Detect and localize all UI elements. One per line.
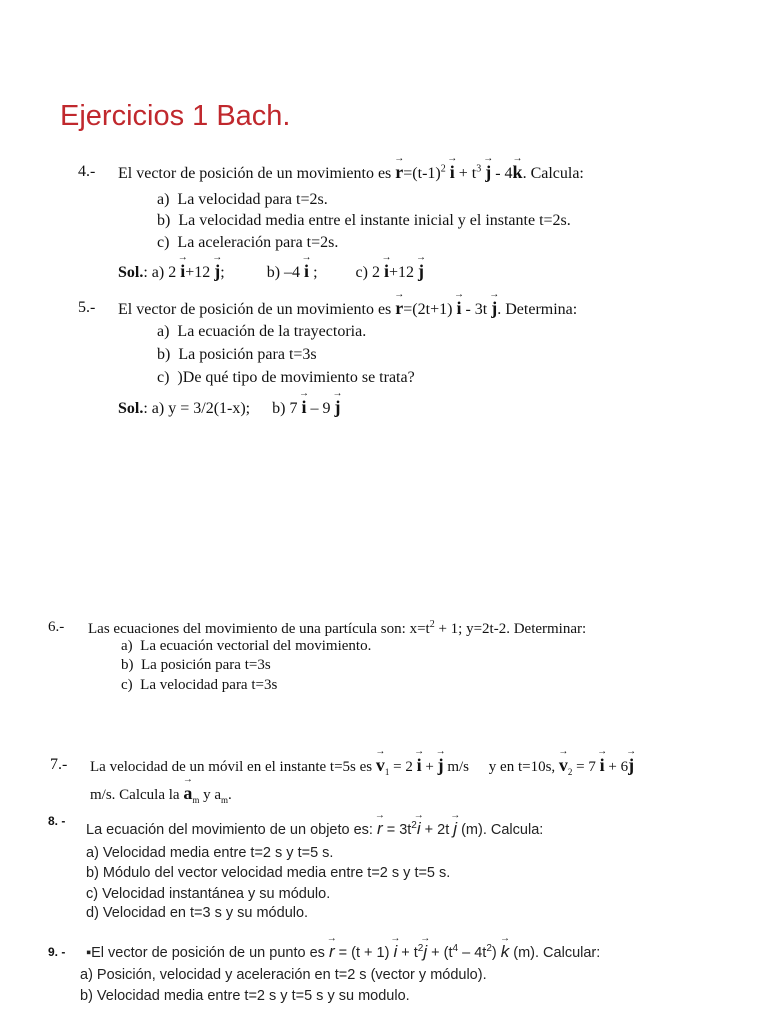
solution bbox=[118, 398, 340, 418]
item-a: a) La ecuación vectorial del movimiento. bbox=[121, 638, 372, 654]
exercise-number: 9. - bbox=[48, 945, 66, 959]
statement-text: La velocidad de un móvil en el instante t=5s es bbox=[90, 759, 376, 775]
vector-j: → j bbox=[334, 398, 340, 416]
vector-j: → j bbox=[485, 163, 491, 181]
exponent: 3 bbox=[476, 163, 482, 175]
solution bbox=[118, 262, 424, 282]
statement-text: . Calcula: bbox=[522, 165, 584, 182]
solution-text: b) 7 bbox=[272, 400, 298, 417]
statement-text: + 6 bbox=[604, 759, 629, 775]
vector-j: → j bbox=[418, 262, 424, 280]
item-a: a) Posición, velocidad y aceleración en t=2 s (vector y módulo). bbox=[80, 967, 487, 983]
solution-text: c) 2 bbox=[355, 264, 380, 281]
exercise-statement bbox=[118, 299, 577, 319]
item-a: a) La velocidad para t=2s. bbox=[157, 191, 328, 208]
statement-text: El vector de posición de un movimiento es bbox=[118, 301, 396, 318]
statement-text: = 7 bbox=[572, 759, 596, 775]
solution-text: ; bbox=[220, 264, 225, 281]
solution-label: Sol. bbox=[118, 400, 144, 417]
subscript: m bbox=[192, 795, 200, 805]
exercise-statement-line2 bbox=[90, 784, 232, 805]
subscript: 2 bbox=[567, 767, 573, 777]
statement-text: + 1; y=2t-2. Determinar: bbox=[434, 621, 587, 637]
vector-i: → i bbox=[180, 262, 185, 280]
statement-text: = 2 bbox=[389, 759, 413, 775]
statement-text: + t bbox=[397, 945, 418, 961]
exercise-number: 4.- bbox=[78, 163, 96, 180]
solution-text: : a) 2 bbox=[143, 264, 177, 281]
exponent: 2 bbox=[429, 619, 435, 630]
exercise-statement bbox=[88, 619, 586, 638]
vector-r: → r bbox=[395, 163, 403, 181]
statement-text: (m). Calcula: bbox=[457, 822, 544, 838]
item-d: d) Velocidad en t=3 s y su módulo. bbox=[86, 905, 309, 921]
vector-a: → a bbox=[183, 784, 192, 802]
statement-text: =(t-1) bbox=[403, 165, 441, 182]
vector-v: → v bbox=[376, 756, 385, 774]
vector-i: → i bbox=[301, 398, 306, 416]
vector-j: → j bbox=[628, 756, 634, 774]
statement-text: . bbox=[228, 787, 232, 803]
statement-text: = (t + 1) bbox=[334, 945, 394, 961]
vector-r: → r bbox=[395, 299, 403, 317]
vector-i: → i bbox=[450, 163, 455, 181]
exponent: 4 bbox=[452, 943, 459, 955]
statement-text: + bbox=[421, 759, 438, 775]
vector-i: → i bbox=[417, 820, 421, 837]
item-c: c) La aceleración para t=2s. bbox=[157, 234, 339, 251]
vector-j: → j bbox=[423, 943, 427, 960]
vector-i: → i bbox=[393, 943, 397, 960]
item-b: b) La posición para t=3s bbox=[121, 657, 271, 673]
statement-text: - 3t bbox=[461, 301, 488, 318]
exponent: 2 bbox=[417, 943, 424, 955]
vector-k: → k bbox=[501, 943, 510, 960]
vector-j: → j bbox=[438, 756, 444, 774]
subscript: m bbox=[221, 795, 229, 805]
statement-text: – 4t bbox=[458, 945, 487, 961]
vector-i: → i bbox=[384, 262, 389, 280]
exercise-number: 7.- bbox=[50, 756, 68, 773]
vector-i: → i bbox=[600, 756, 605, 774]
vector-r: → r bbox=[377, 820, 383, 837]
statement-text: (m). Calcular: bbox=[509, 945, 601, 961]
item-a: a) La ecuación de la trayectoria. bbox=[157, 323, 367, 340]
vector-j: → j bbox=[491, 299, 497, 317]
statement-text: ▪El vector de posición de un punto es bbox=[86, 945, 329, 961]
exercise-statement bbox=[90, 756, 634, 777]
statement-text: =(2t+1) bbox=[403, 301, 453, 318]
page-title: Ejercicios 1 Bach. bbox=[60, 100, 291, 132]
solution-text: b) –4 bbox=[266, 264, 301, 281]
statement-text: . Determina: bbox=[497, 301, 578, 318]
exercise-number: 6.- bbox=[48, 619, 65, 635]
solution-text: +12 bbox=[185, 264, 211, 281]
vector-j: → j bbox=[453, 820, 457, 837]
item-c: c) La velocidad para t=3s bbox=[121, 677, 278, 693]
exercise-statement bbox=[118, 163, 584, 183]
statement-text: = 3t bbox=[382, 822, 412, 838]
statement-text: y en t=10s, bbox=[488, 759, 559, 775]
statement-text: m/s bbox=[443, 759, 470, 775]
vector-i: → i bbox=[304, 262, 309, 280]
solution-text: +12 bbox=[388, 264, 414, 281]
statement-text: La ecuación del movimiento de un objeto es: bbox=[86, 822, 377, 838]
exponent: 2 bbox=[411, 820, 417, 832]
vector-i: → i bbox=[456, 299, 461, 317]
exercise-number: 5.- bbox=[78, 299, 96, 316]
vector-r: → r bbox=[329, 943, 335, 960]
solution-text: : a) y = 3/2(1-x); bbox=[143, 400, 251, 417]
statement-text: + (t bbox=[427, 945, 453, 961]
exponent: 2 bbox=[486, 943, 492, 955]
exercise-number: 8. - bbox=[48, 814, 66, 828]
subscript: 1 bbox=[384, 767, 390, 777]
solution-label: Sol. bbox=[118, 264, 144, 281]
statement-text: ) bbox=[491, 945, 501, 961]
statement-text: El vector de posición de un movimiento es bbox=[118, 165, 396, 182]
statement-text: m/s. Calcula la bbox=[90, 787, 184, 803]
solution-text: – 9 bbox=[306, 400, 331, 417]
vector-v: → v bbox=[559, 756, 568, 774]
exponent: 2 bbox=[440, 163, 446, 175]
statement-text: y a bbox=[199, 787, 221, 803]
exercise-statement bbox=[86, 943, 600, 961]
vector-j: → j bbox=[214, 262, 220, 280]
item-c: c) )De qué tipo de movimiento se trata? bbox=[157, 369, 415, 386]
statement-text: + t bbox=[454, 165, 477, 182]
statement-text: - 4 bbox=[491, 165, 513, 182]
vector-k: → k bbox=[513, 163, 523, 181]
item-a: a) Velocidad media entre t=2 s y t=5 s. bbox=[86, 845, 334, 861]
item-b: b) La velocidad media entre el instante inicial y el instante t=2s. bbox=[157, 212, 571, 229]
statement-text: + 2t bbox=[420, 822, 454, 838]
item-b: b) La posición para t=3s bbox=[157, 346, 317, 363]
item-b: b) Velocidad media entre t=2 s y t=5 s y su modulo. bbox=[80, 988, 410, 1004]
item-b: b) Módulo del vector velocidad media entre t=2 s y t=5 s. bbox=[86, 865, 451, 881]
item-c: c) Velocidad instantánea y su módulo. bbox=[86, 886, 331, 902]
solution-text: ; bbox=[313, 264, 318, 281]
statement-text: Las ecuaciones del movimiento de una partícula son: x=t bbox=[88, 621, 430, 637]
exercise-statement bbox=[86, 820, 543, 838]
vector-i: → i bbox=[417, 756, 422, 774]
